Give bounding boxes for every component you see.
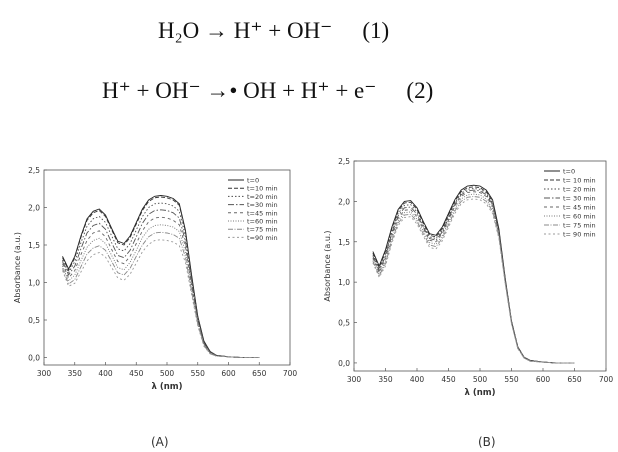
panel-label-b: (B) xyxy=(478,435,496,449)
equation-1 xyxy=(158,18,389,44)
chart-a-y-tick-label: 2,5 xyxy=(28,166,40,175)
chart-a-y-tick-label: 0,0 xyxy=(28,353,40,363)
chart-b-legend-label: t= 30 min xyxy=(563,194,596,203)
chart-b-legend-label: t= 90 min xyxy=(563,230,596,239)
equation-2-expression: H⁺ + OH⁻ →• OH + H⁺ + e⁻ xyxy=(102,78,377,103)
equation-1-expression: H₂O → H⁺ + OH⁻ xyxy=(158,18,333,43)
chart-a-legend-label: t=60 min xyxy=(247,217,278,226)
chart-a-series-line xyxy=(63,225,260,358)
chart-b-y-tick-label: 2,0 xyxy=(338,197,350,207)
chart-a-series-line xyxy=(63,217,260,357)
chart-b-legend-label: t= 10 min xyxy=(563,176,596,185)
chart-b-series-line xyxy=(373,194,575,363)
chart-b-x-tick-label: 700 xyxy=(598,375,614,384)
chart-a-legend-label: t=10 min xyxy=(247,184,278,193)
chart-b-x-tick-label: 600 xyxy=(535,375,551,384)
chart-b-y-axis-label: Absorbance (a.u.) xyxy=(323,230,332,302)
chart-b-y-tick-label: 2,5 xyxy=(338,157,350,166)
chart-b-x-tick-label: 450 xyxy=(441,375,456,384)
chart-b-legend-label: t= 20 min xyxy=(563,185,596,194)
chart-b-x-tick-label: 400 xyxy=(409,375,425,384)
chart-a-x-tick-label: 650 xyxy=(252,369,267,378)
chart-b-y-tick-label: 1,5 xyxy=(338,237,350,247)
chart-a-y-tick-label: 1,0 xyxy=(28,278,40,288)
chart-b xyxy=(318,153,614,415)
chart-b-x-tick-label: 550 xyxy=(504,375,519,384)
chart-b-x-axis-label: λ (nm) xyxy=(464,388,496,398)
chart-b-legend-label: t= 60 min xyxy=(563,212,596,221)
chart-b-legend-label: t= 75 min xyxy=(563,221,596,230)
chart-b-y-tick-label: 1,0 xyxy=(338,278,350,288)
chart-b-series-line xyxy=(373,185,575,363)
chart-a-x-tick-label: 400 xyxy=(98,369,113,378)
chart-a-x-axis-label: λ (nm) xyxy=(151,382,183,392)
chart-b-x-tick-label: 350 xyxy=(378,375,393,384)
chart-a-legend-label: t=20 min xyxy=(247,192,278,201)
chart-a-x-tick-label: 600 xyxy=(221,369,236,378)
chart-b-series-line xyxy=(373,197,575,363)
chart-b-y-tick-label: 0,0 xyxy=(338,358,350,368)
chart-b-series-line xyxy=(373,199,575,363)
chart-a-x-tick-label: 700 xyxy=(282,369,298,378)
chart-a-x-tick-label: 300 xyxy=(36,369,52,378)
chart-a-y-tick-label: 0,5 xyxy=(28,316,40,325)
chart-a-series-line xyxy=(63,232,260,357)
chart-a-x-tick-label: 450 xyxy=(129,369,144,378)
chart-a-series-line xyxy=(63,197,260,358)
chart-b-x-tick-label: 300 xyxy=(346,375,362,384)
chart-a-series-line xyxy=(63,203,260,358)
panel-label-a: (A) xyxy=(151,435,169,449)
chart-b-y-tick-label: 0,5 xyxy=(338,318,350,328)
chart-a xyxy=(8,160,298,405)
chart-a-y-tick-label: 2,0 xyxy=(28,203,40,213)
chart-a-series-line xyxy=(63,196,260,358)
chart-b-x-tick-label: 500 xyxy=(472,375,488,384)
chart-b-legend-label: t=0 xyxy=(563,167,576,176)
chart-a-x-tick-label: 350 xyxy=(67,369,82,378)
chart-b-x-tick-label: 650 xyxy=(567,375,582,384)
chart-a-legend-label: t=75 min xyxy=(247,225,278,234)
chart-b-legend-label: t= 45 min xyxy=(563,203,596,212)
equation-2 xyxy=(102,78,433,104)
equation-1-number: (1) xyxy=(362,18,390,43)
chart-a-y-tick-label: 1,5 xyxy=(28,241,40,250)
chart-a-legend-label: t=90 min xyxy=(247,233,278,242)
chart-a-x-tick-label: 500 xyxy=(159,369,175,378)
chart-a-y-axis-label: Absorbance (a.u.) xyxy=(13,231,22,304)
equation-2-number: (2) xyxy=(406,78,434,103)
chart-a-legend-label: t=0 xyxy=(247,176,260,185)
chart-a-legend-label: t=30 min xyxy=(247,201,278,210)
chart-b-series-line xyxy=(373,187,575,363)
chart-a-x-tick-label: 550 xyxy=(190,369,205,378)
chart-a-legend-label: t=45 min xyxy=(247,209,278,218)
chart-a-series-line xyxy=(63,240,260,358)
